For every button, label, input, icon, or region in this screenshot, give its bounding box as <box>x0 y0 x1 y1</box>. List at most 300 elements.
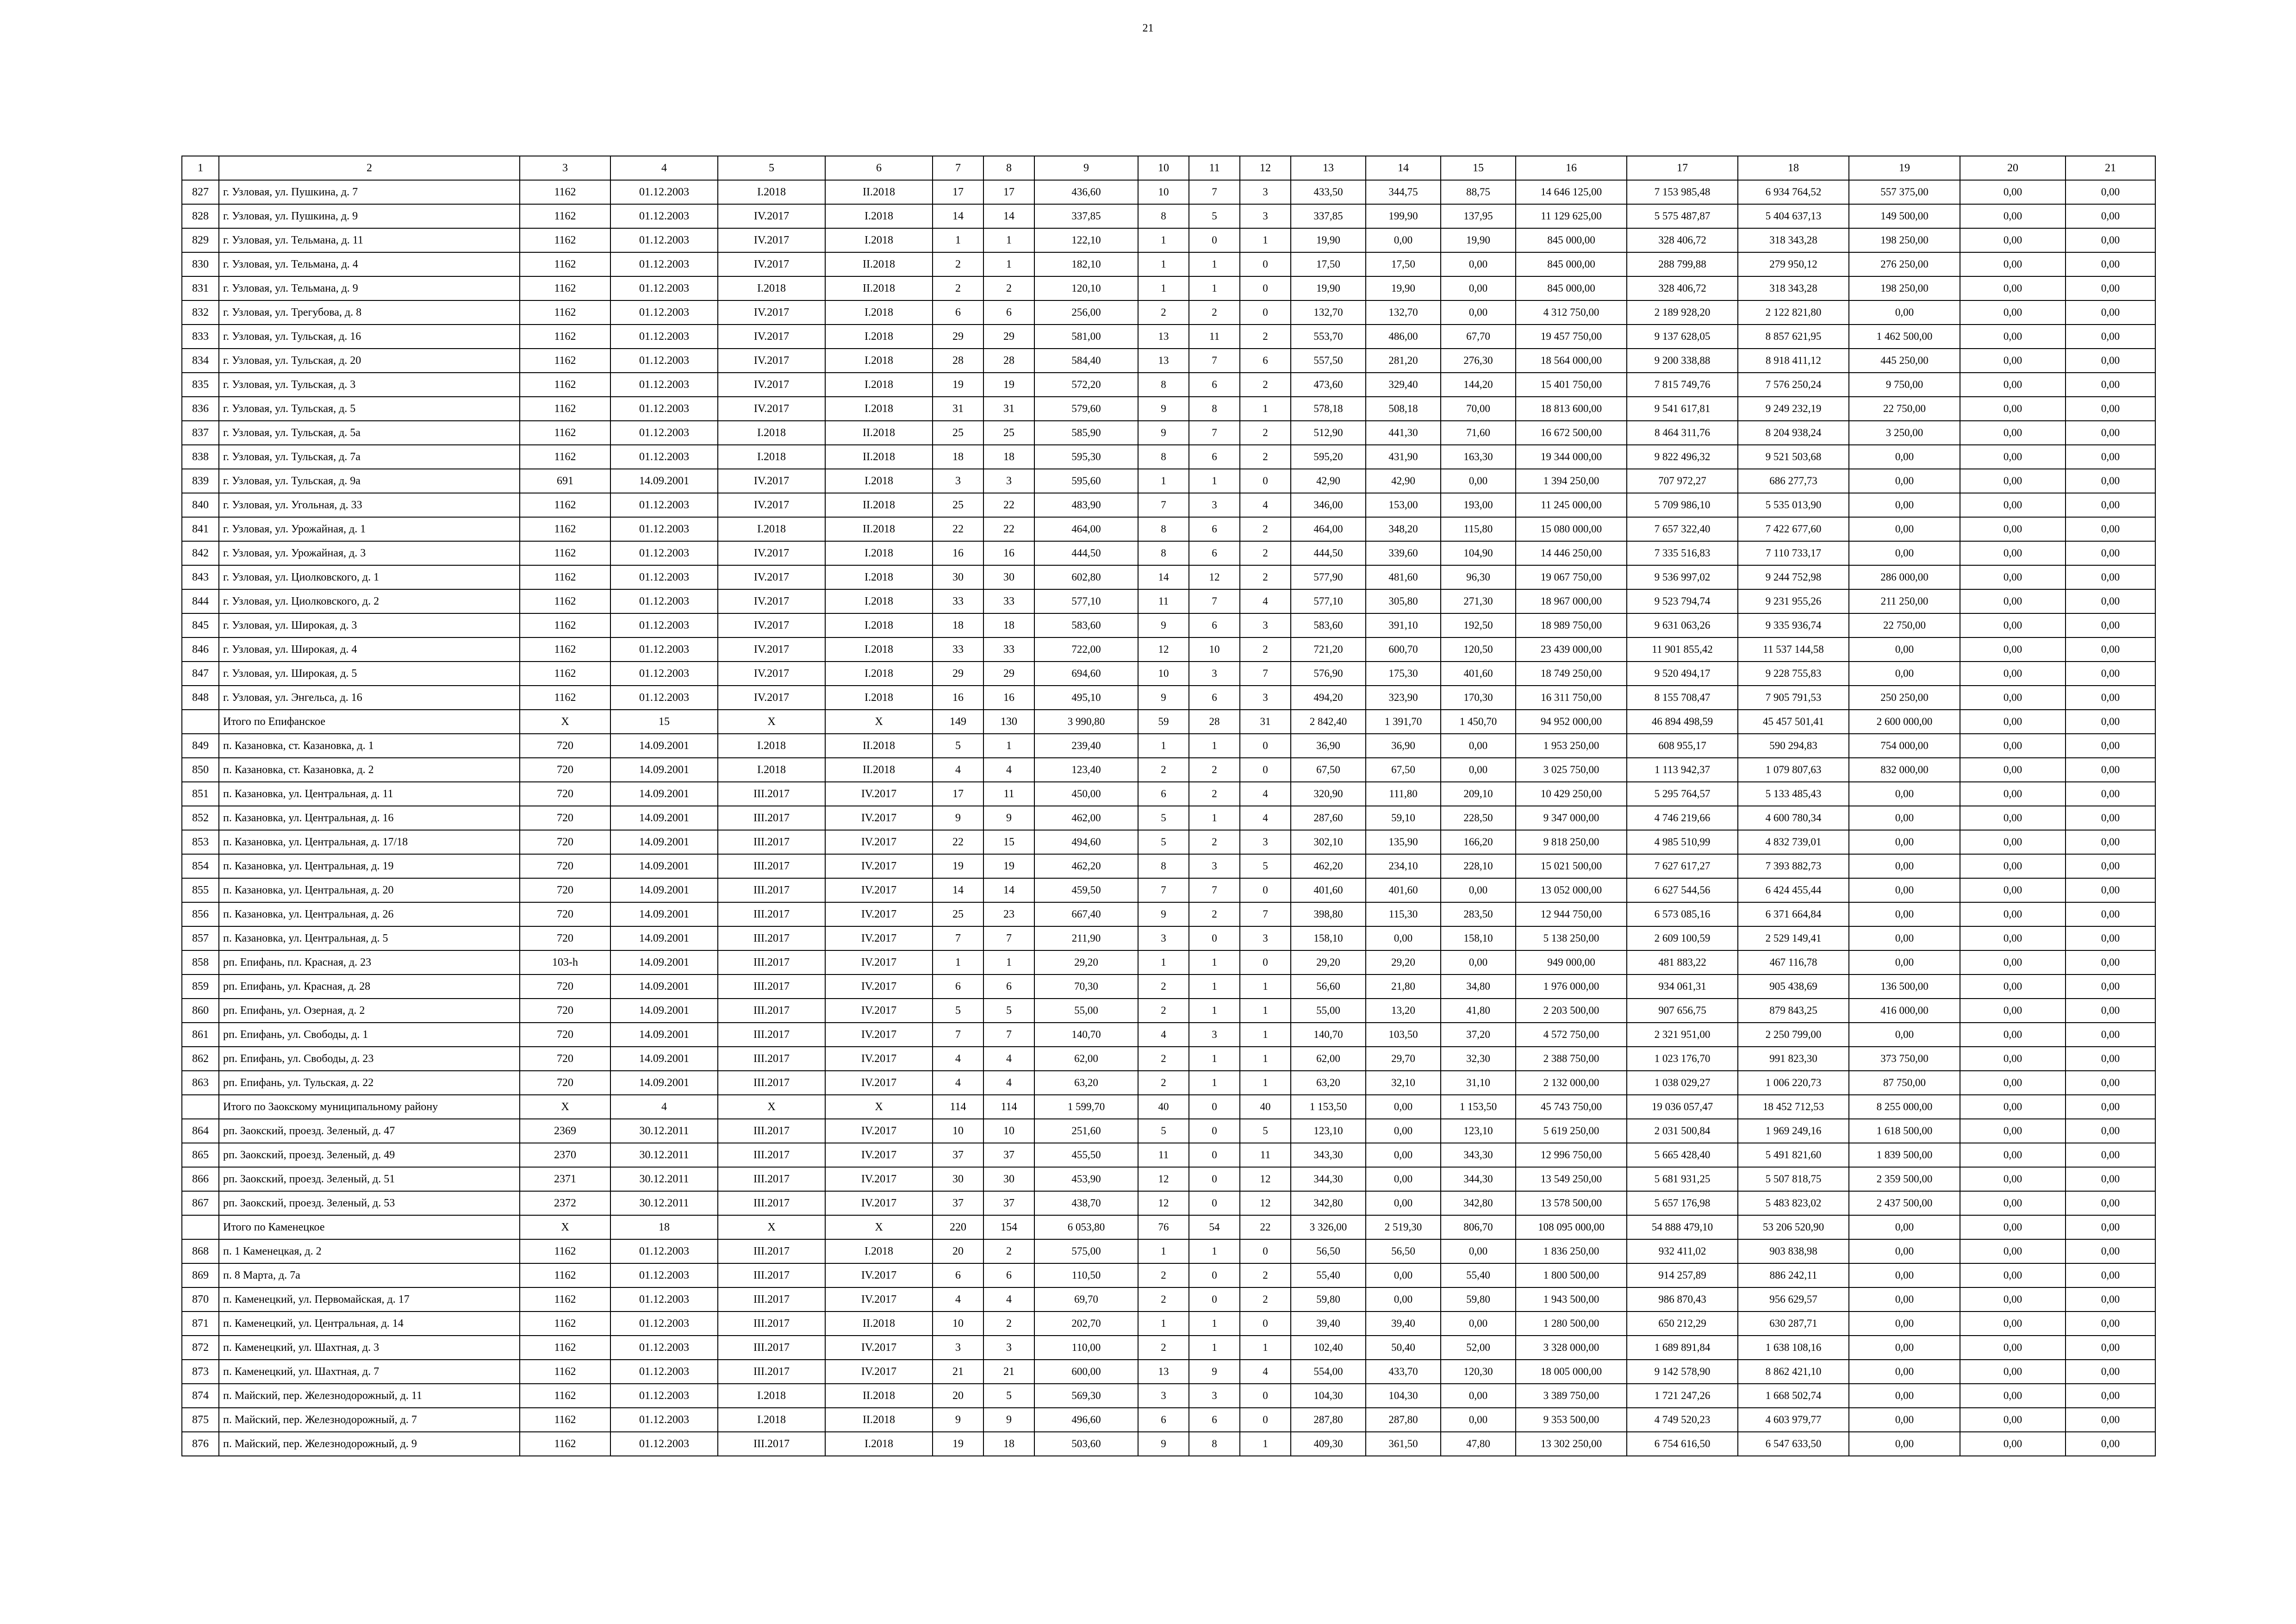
table-cell: IV.2017 <box>718 204 825 228</box>
table-cell: 2 <box>1138 300 1189 325</box>
table-row <box>182 373 2155 397</box>
address-cell: п. Казановка, ул. Центральная, д. 17/18 <box>219 830 520 854</box>
table-cell: 9 137 628,05 <box>1627 325 1738 349</box>
table-cell: 694,60 <box>1034 662 1138 686</box>
address-cell: п. Майский, пер. Железнодорожный, д. 9 <box>219 1432 520 1456</box>
table-cell: 1 <box>983 228 1034 252</box>
table-cell: III.2017 <box>718 1360 825 1384</box>
table-cell: 0 <box>1189 228 1240 252</box>
table-cell: 9 249 232,19 <box>1738 397 1849 421</box>
table-cell: 18 <box>983 445 1034 469</box>
table-cell: 18 <box>610 1215 718 1239</box>
table-cell: 462,20 <box>1291 854 1366 878</box>
table-cell: 01.12.2003 <box>610 565 718 589</box>
table-cell: 4 <box>1240 589 1291 613</box>
table-cell: 28 <box>983 349 1034 373</box>
table-row <box>182 1312 2155 1336</box>
table-cell: 33 <box>933 637 983 662</box>
table-cell: 0,00 <box>2066 974 2155 999</box>
table-cell: III.2017 <box>718 806 825 830</box>
table-cell: 15 021 500,00 <box>1516 854 1627 878</box>
table-cell: 1 <box>1240 1432 1291 1456</box>
table-cell: 14.09.2001 <box>610 926 718 950</box>
table-cell: 934 061,31 <box>1627 974 1738 999</box>
table-cell: 3 <box>933 1336 983 1360</box>
table-cell: 0,00 <box>2066 686 2155 710</box>
row-number-cell: 876 <box>182 1432 219 1456</box>
table-row <box>182 300 2155 325</box>
table-cell: 4 572 750,00 <box>1516 1023 1627 1047</box>
table-cell: 10 <box>983 1119 1034 1143</box>
table-cell: 3 389 750,00 <box>1516 1384 1627 1408</box>
table-cell: 6 <box>933 300 983 325</box>
table-cell: 3 <box>1189 493 1240 517</box>
table-cell: 1 113 942,37 <box>1627 758 1738 782</box>
table-cell: 132,70 <box>1291 300 1366 325</box>
table-row <box>182 734 2155 758</box>
table-cell: 11 245 000,00 <box>1516 493 1627 517</box>
table-cell: 2 <box>1189 300 1240 325</box>
table-cell: 283,50 <box>1441 902 1516 926</box>
table-cell: 342,80 <box>1291 1191 1366 1215</box>
table-cell: 1 <box>983 950 1034 974</box>
table-cell: I.2018 <box>825 373 933 397</box>
table-cell: 31 <box>983 397 1034 421</box>
table-cell: 0,00 <box>2066 1312 2155 1336</box>
table-cell: 19,90 <box>1291 276 1366 300</box>
table-cell: 34,80 <box>1441 974 1516 999</box>
table-cell: 4 <box>983 1287 1034 1312</box>
table-cell: 6 547 633,50 <box>1738 1432 1849 1456</box>
address-cell: г. Узловая, ул. Тульская, д. 5а <box>219 421 520 445</box>
table-cell: 1 <box>1189 806 1240 830</box>
table-cell: IV.2017 <box>825 999 933 1023</box>
table-cell: 486,00 <box>1366 325 1441 349</box>
table-cell: 13,20 <box>1366 999 1441 1023</box>
table-cell: 0,00 <box>1960 1360 2066 1384</box>
table-cell: 1 <box>1138 1239 1189 1263</box>
table-cell: II.2018 <box>825 517 933 541</box>
table-cell: 01.12.2003 <box>610 686 718 710</box>
row-number-cell: 844 <box>182 589 219 613</box>
table-cell: 0,00 <box>1441 1239 1516 1263</box>
table-cell: 135,90 <box>1366 830 1441 854</box>
table-cell: 14.09.2001 <box>610 806 718 830</box>
table-cell: 4 832 739,01 <box>1738 830 1849 854</box>
table-cell: IV.2017 <box>718 325 825 349</box>
table-cell: 401,60 <box>1291 878 1366 902</box>
table-cell: 9 142 578,90 <box>1627 1360 1738 1384</box>
table-cell: 29,70 <box>1366 1047 1441 1071</box>
table-cell: I.2018 <box>825 397 933 421</box>
table-cell: 23 <box>983 902 1034 926</box>
table-cell: 37,20 <box>1441 1023 1516 1047</box>
table-cell: III.2017 <box>718 1312 825 1336</box>
table-cell: 01.12.2003 <box>610 1336 718 1360</box>
table-cell: 14.09.2001 <box>610 782 718 806</box>
table-cell: 0,00 <box>1960 1071 2066 1095</box>
table-cell: 2 <box>1138 1336 1189 1360</box>
table-cell: 8 918 411,12 <box>1738 349 1849 373</box>
table-cell: 136 500,00 <box>1849 974 1960 999</box>
table-cell: 0,00 <box>2066 180 2155 204</box>
table-cell: 115,80 <box>1441 517 1516 541</box>
table-cell: 18 <box>933 613 983 637</box>
table-cell: 9 818 250,00 <box>1516 830 1627 854</box>
table-cell: 4 603 979,77 <box>1738 1408 1849 1432</box>
table-cell: 1 <box>1138 469 1189 493</box>
table-cell: 721,20 <box>1291 637 1366 662</box>
table-cell: 0,00 <box>1849 1023 1960 1047</box>
row-number-cell: 871 <box>182 1312 219 1336</box>
table-cell: II.2018 <box>825 1408 933 1432</box>
table-cell: 436,60 <box>1034 180 1138 204</box>
table-row <box>182 1119 2155 1143</box>
table-cell: 4 <box>933 758 983 782</box>
table-cell: 0,00 <box>1366 1287 1441 1312</box>
table-cell: 373 750,00 <box>1849 1047 1960 1071</box>
address-cell: г. Узловая, ул. Пушкина, д. 7 <box>219 180 520 204</box>
table-cell: 0,00 <box>1849 493 1960 517</box>
table-cell: 1 969 249,16 <box>1738 1119 1849 1143</box>
table-cell: 4 <box>1240 782 1291 806</box>
table-cell: 1162 <box>520 228 610 252</box>
table-cell: 0,00 <box>1849 1384 1960 1408</box>
table-cell: 14 646 125,00 <box>1516 180 1627 204</box>
table-cell: 0,00 <box>2066 1287 2155 1312</box>
table-cell: 2 <box>1240 517 1291 541</box>
table-row <box>182 421 2155 445</box>
table-cell: 6 <box>1240 349 1291 373</box>
data-table-container <box>181 156 2120 1456</box>
table-row <box>182 1336 2155 1360</box>
table-cell: IV.2017 <box>718 300 825 325</box>
table-cell: 01.12.2003 <box>610 1384 718 1408</box>
table-cell: 30.12.2011 <box>610 1167 718 1191</box>
table-cell: 6 <box>1189 686 1240 710</box>
table-cell: III.2017 <box>718 1143 825 1167</box>
table-cell: 600,00 <box>1034 1360 1138 1384</box>
table-cell: IV.2017 <box>718 686 825 710</box>
table-cell: 111,80 <box>1366 782 1441 806</box>
table-cell: 6 <box>933 1263 983 1287</box>
table-cell: 01.12.2003 <box>610 300 718 325</box>
table-cell: 5 404 637,13 <box>1738 204 1849 228</box>
row-number-cell: 874 <box>182 1384 219 1408</box>
table-cell: 0,00 <box>1849 1287 1960 1312</box>
table-cell: 45 457 501,41 <box>1738 710 1849 734</box>
table-cell: 2 <box>983 1239 1034 1263</box>
row-number-cell <box>182 1215 219 1239</box>
table-cell: 0,00 <box>1960 469 2066 493</box>
table-cell: 1162 <box>520 300 610 325</box>
table-cell: 122,10 <box>1034 228 1138 252</box>
table-cell: 0,00 <box>1849 1215 1960 1239</box>
table-cell: 7 422 677,60 <box>1738 517 1849 541</box>
table-cell: 346,00 <box>1291 493 1366 517</box>
table-cell: 0,00 <box>2066 613 2155 637</box>
table-cell: 0,00 <box>1849 445 1960 469</box>
table-cell: 12 <box>1138 1191 1189 1215</box>
table-cell: 67,70 <box>1441 325 1516 349</box>
table-cell: 4 746 219,66 <box>1627 806 1738 830</box>
table-cell: 0,00 <box>1960 252 2066 276</box>
table-cell: 19 <box>983 854 1034 878</box>
table-cell: 0,00 <box>2066 662 2155 686</box>
table-cell: IV.2017 <box>825 878 933 902</box>
table-cell: 7 <box>1189 180 1240 204</box>
table-cell: 9 <box>1138 397 1189 421</box>
table-cell: 2 <box>1138 758 1189 782</box>
table-cell: II.2018 <box>825 421 933 445</box>
table-cell: 0,00 <box>1849 1336 1960 1360</box>
table-cell: 2 609 100,59 <box>1627 926 1738 950</box>
table-cell: 0,00 <box>2066 950 2155 974</box>
table-cell: 199,90 <box>1366 204 1441 228</box>
table-cell: 01.12.2003 <box>610 325 718 349</box>
table-cell: 483,90 <box>1034 493 1138 517</box>
table-cell: 7 <box>1189 878 1240 902</box>
table-cell: 9 523 794,74 <box>1627 589 1738 613</box>
table-cell: III.2017 <box>718 1239 825 1263</box>
table-cell: 361,50 <box>1366 1432 1441 1456</box>
table-cell: 949 000,00 <box>1516 950 1627 974</box>
table-cell: 1162 <box>520 1336 610 1360</box>
table-cell: 1 618 500,00 <box>1849 1119 1960 1143</box>
table-cell: 163,30 <box>1441 445 1516 469</box>
table-cell: II.2018 <box>825 758 933 782</box>
table-cell: 9 200 338,88 <box>1627 349 1738 373</box>
table-cell: 12 <box>1240 1191 1291 1215</box>
address-cell: п. Казановка, ст. Казановка, д. 1 <box>219 734 520 758</box>
table-cell: II.2018 <box>825 276 933 300</box>
table-cell: 6 <box>1189 517 1240 541</box>
table-cell: 1 <box>1189 1239 1240 1263</box>
table-cell: 903 838,98 <box>1738 1239 1849 1263</box>
table-cell: 9 <box>933 1408 983 1432</box>
table-cell: 1 <box>983 252 1034 276</box>
table-cell: 9 536 997,02 <box>1627 565 1738 589</box>
table-cell: 59,80 <box>1441 1287 1516 1312</box>
table-cell: X <box>718 710 825 734</box>
address-cell: п. Казановка, ул. Центральная, д. 5 <box>219 926 520 950</box>
subtotal-row <box>182 1215 2155 1239</box>
table-cell: IV.2017 <box>825 1360 933 1384</box>
table-cell: 01.12.2003 <box>610 1239 718 1263</box>
row-number-cell: 856 <box>182 902 219 926</box>
table-cell: 5 483 823,02 <box>1738 1191 1849 1215</box>
table-cell: 2 132 000,00 <box>1516 1071 1627 1095</box>
table-cell: 832 000,00 <box>1849 758 1960 782</box>
table-cell: 9 <box>933 806 983 830</box>
row-number-cell: 849 <box>182 734 219 758</box>
table-cell: 30.12.2011 <box>610 1119 718 1143</box>
table-cell: 6 573 085,16 <box>1627 902 1738 926</box>
table-cell: 401,60 <box>1441 662 1516 686</box>
table-cell: 2 <box>1240 637 1291 662</box>
table-cell: 9 520 494,17 <box>1627 662 1738 686</box>
table-cell: 01.12.2003 <box>610 228 718 252</box>
table-cell: 0 <box>1240 1384 1291 1408</box>
table-cell: 0,00 <box>2066 1360 2155 1384</box>
row-number-cell: 861 <box>182 1023 219 1047</box>
row-number-cell: 859 <box>182 974 219 999</box>
table-cell: IV.2017 <box>718 228 825 252</box>
table-cell: 6 <box>1189 445 1240 469</box>
table-cell: 149 <box>933 710 983 734</box>
table-body <box>182 156 2155 1456</box>
table-cell: 1162 <box>520 1239 610 1263</box>
table-cell: 220 <box>933 1215 983 1239</box>
table-cell: 0,00 <box>1849 300 1960 325</box>
table-cell: 0,00 <box>1849 1408 1960 1432</box>
table-cell: 433,50 <box>1291 180 1366 204</box>
table-cell: 15 080 000,00 <box>1516 517 1627 541</box>
table-cell: 0,00 <box>1849 830 1960 854</box>
address-cell: п. 1 Каменецкая, д. 2 <box>219 1239 520 1263</box>
table-cell: 0,00 <box>2066 902 2155 926</box>
table-cell: 2 529 149,41 <box>1738 926 1849 950</box>
table-cell: 16 <box>983 686 1034 710</box>
table-cell: IV.2017 <box>718 252 825 276</box>
table-cell: 1162 <box>520 397 610 421</box>
table-cell: 29 <box>933 325 983 349</box>
table-cell: 140,70 <box>1291 1023 1366 1047</box>
table-cell: I.2018 <box>718 758 825 782</box>
address-cell: г. Узловая, ул. Тульская, д. 16 <box>219 325 520 349</box>
table-cell: 17 <box>983 180 1034 204</box>
table-cell: 0,00 <box>1441 758 1516 782</box>
table-cell: 2 <box>1240 541 1291 565</box>
table-cell: 11 <box>983 782 1034 806</box>
column-number-header: 3 <box>520 156 610 180</box>
table-cell: 986 870,43 <box>1627 1287 1738 1312</box>
table-cell: 1 721 247,26 <box>1627 1384 1738 1408</box>
table-cell: 512,90 <box>1291 421 1366 445</box>
table-cell: IV.2017 <box>718 397 825 421</box>
column-number-header: 2 <box>219 156 520 180</box>
table-cell: 0,00 <box>2066 1095 2155 1119</box>
table-cell: 12 <box>1240 1167 1291 1191</box>
table-cell: 1 976 000,00 <box>1516 974 1627 999</box>
table-cell: 0,00 <box>1441 1408 1516 1432</box>
row-number-cell: 853 <box>182 830 219 854</box>
table-cell: 3 <box>983 469 1034 493</box>
table-cell: 1162 <box>520 1263 610 1287</box>
table-cell: 2 437 500,00 <box>1849 1191 1960 1215</box>
table-cell: 5 138 250,00 <box>1516 926 1627 950</box>
table-cell: 1162 <box>520 325 610 349</box>
table-cell: IV.2017 <box>718 541 825 565</box>
table-cell: 67,50 <box>1291 758 1366 782</box>
table-cell: 47,80 <box>1441 1432 1516 1456</box>
table-cell: II.2018 <box>825 1384 933 1408</box>
table-cell: IV.2017 <box>825 974 933 999</box>
table-cell: 583,60 <box>1291 613 1366 637</box>
table-cell: 0 <box>1189 1287 1240 1312</box>
table-cell: 4 <box>1240 806 1291 830</box>
table-cell: 6 424 455,44 <box>1738 878 1849 902</box>
table-cell: 1162 <box>520 204 610 228</box>
table-row <box>182 397 2155 421</box>
table-cell: 0,00 <box>2066 854 2155 878</box>
table-cell: 59,10 <box>1366 806 1441 830</box>
table-cell: 29 <box>983 662 1034 686</box>
table-cell: 1162 <box>520 589 610 613</box>
table-cell: 7 <box>1189 349 1240 373</box>
table-cell: 1 <box>1189 1336 1240 1360</box>
table-cell: 0,00 <box>2066 1167 2155 1191</box>
table-cell: 667,40 <box>1034 902 1138 926</box>
table-cell: 14.09.2001 <box>610 1023 718 1047</box>
table-cell: 54 888 479,10 <box>1627 1215 1738 1239</box>
address-cell: п. Майский, пер. Железнодорожный, д. 7 <box>219 1408 520 1432</box>
table-cell: IV.2017 <box>718 589 825 613</box>
table-cell: 14 <box>933 878 983 902</box>
table-cell: 579,60 <box>1034 397 1138 421</box>
table-cell: 281,20 <box>1366 349 1441 373</box>
row-number-cell: 830 <box>182 252 219 276</box>
table-cell: 18 <box>933 445 983 469</box>
row-number-cell: 864 <box>182 1119 219 1143</box>
table-cell: 16 <box>983 541 1034 565</box>
table-cell: 0,00 <box>1366 228 1441 252</box>
table-cell: 9 <box>1138 1432 1189 1456</box>
table-cell: 19,90 <box>1441 228 1516 252</box>
table-cell: 5 709 986,10 <box>1627 493 1738 517</box>
table-cell: 8 <box>1138 541 1189 565</box>
table-cell: 5 <box>933 999 983 1023</box>
table-cell: 1 391,70 <box>1366 710 1441 734</box>
table-cell: 103-h <box>520 950 610 974</box>
table-cell: 2 <box>1240 325 1291 349</box>
column-number-header: 10 <box>1138 156 1189 180</box>
table-cell: IV.2017 <box>825 1336 933 1360</box>
table-cell: 1 <box>933 950 983 974</box>
table-cell: 1 <box>933 228 983 252</box>
table-cell: 2 <box>1240 565 1291 589</box>
table-cell: IV.2017 <box>825 902 933 926</box>
table-cell: 0,00 <box>2066 1047 2155 1071</box>
table-cell: 9 244 752,98 <box>1738 565 1849 589</box>
table-cell: IV.2017 <box>718 469 825 493</box>
row-number-cell: 868 <box>182 1239 219 1263</box>
row-number-cell: 842 <box>182 541 219 565</box>
address-cell: п. Каменецкий, ул. Шахтная, д. 3 <box>219 1336 520 1360</box>
row-number-cell: 869 <box>182 1263 219 1287</box>
table-cell: 1 <box>1240 1023 1291 1047</box>
table-cell: 14.09.2001 <box>610 469 718 493</box>
table-cell: 1 <box>1138 252 1189 276</box>
table-cell: IV.2017 <box>825 1143 933 1167</box>
address-cell: Итого по Заокскому муниципальному району <box>219 1095 520 1119</box>
table-cell: 14.09.2001 <box>610 1071 718 1095</box>
row-number-cell: 829 <box>182 228 219 252</box>
table-row <box>182 445 2155 469</box>
table-cell: 120,10 <box>1034 276 1138 300</box>
table-cell: II.2018 <box>825 734 933 758</box>
table-cell: 198 250,00 <box>1849 276 1960 300</box>
table-cell: I.2018 <box>718 445 825 469</box>
row-number-cell: 828 <box>182 204 219 228</box>
table-cell: 2369 <box>520 1119 610 1143</box>
table-cell: 18 <box>983 613 1034 637</box>
table-cell: 0,00 <box>1960 999 2066 1023</box>
table-cell: 1 <box>1138 950 1189 974</box>
table-cell: 3 <box>1240 686 1291 710</box>
address-cell: г. Узловая, ул. Тельмана, д. 9 <box>219 276 520 300</box>
table-cell: 879 843,25 <box>1738 999 1849 1023</box>
